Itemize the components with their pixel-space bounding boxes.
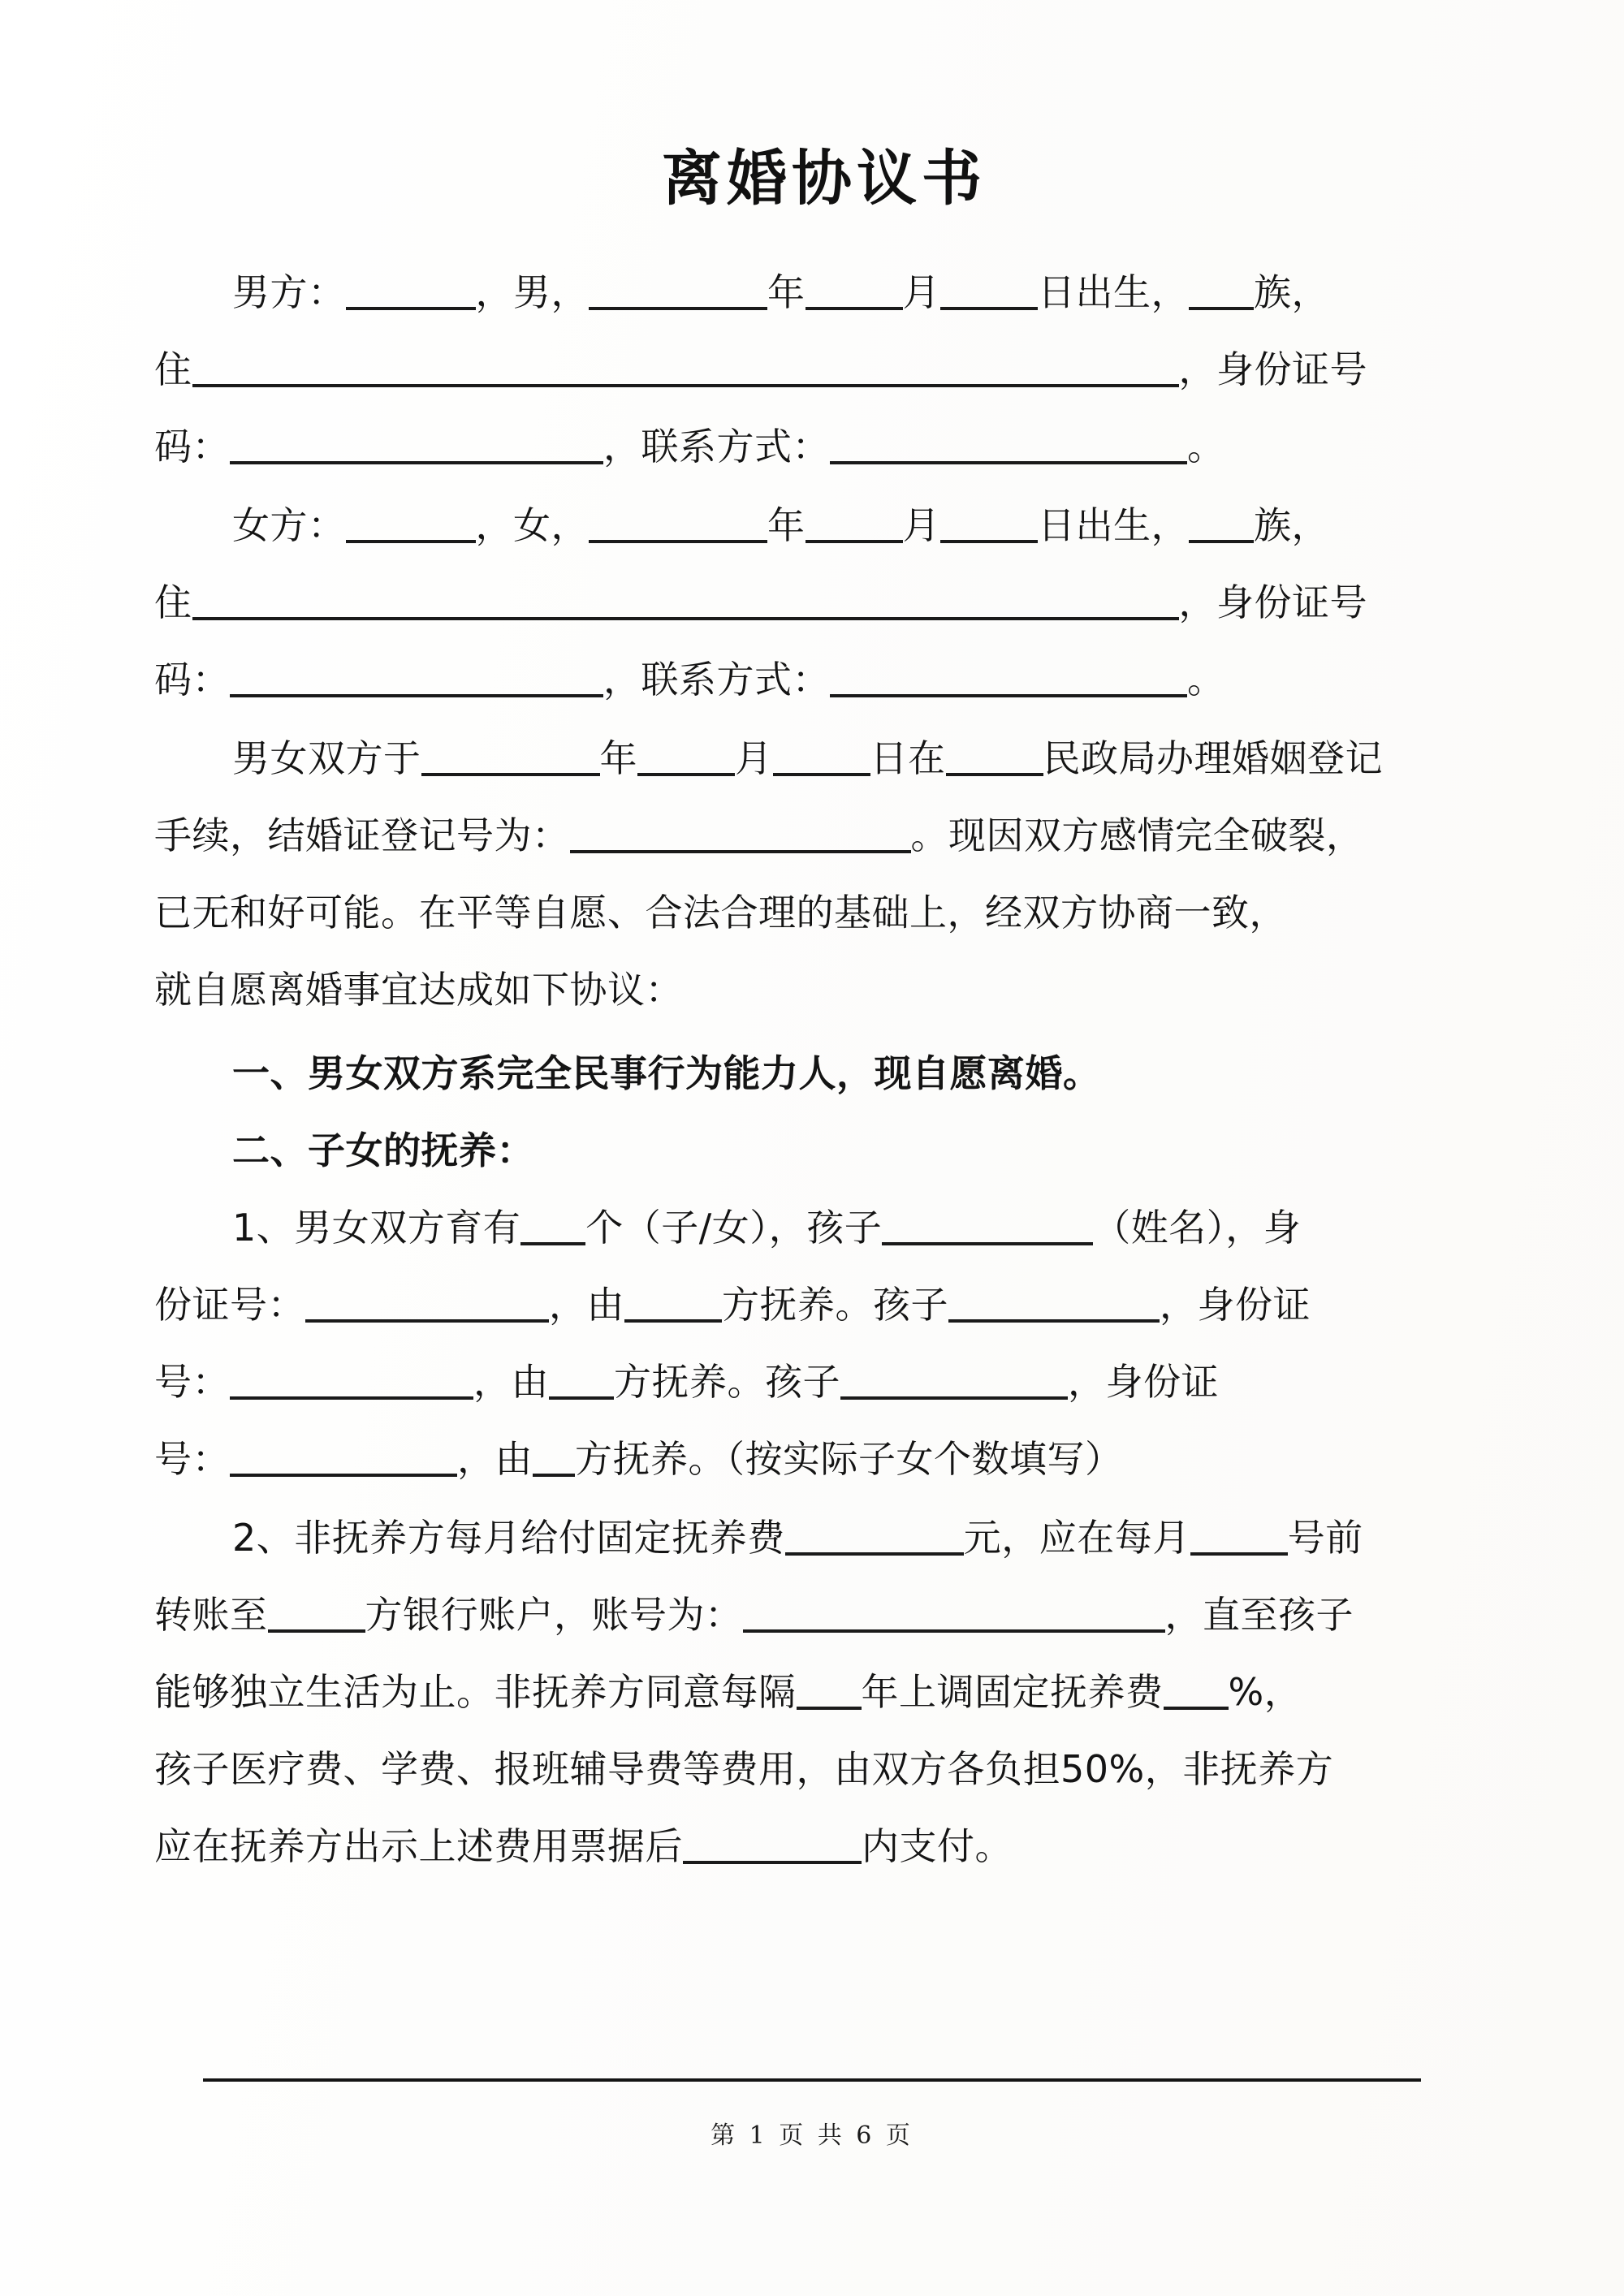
husband-label: 男方： [232,270,346,315]
clause-2-line-5 [154,1808,1494,1885]
husband-address-blank[interactable] [192,355,1179,387]
marriage-certificate-number-blank[interactable] [570,821,911,853]
wife-id-label-2: 码： [154,658,230,702]
wife-contact-blank[interactable] [830,665,1187,697]
clause-1-line-4 [154,1421,1494,1498]
clause-2-text-l: 内支付。 [862,1824,1013,1869]
wife-day-label: 日出生， [1038,503,1189,548]
clause-1-text-a: 男女双方育有 [294,1206,521,1250]
child2-name-blank[interactable] [948,1290,1160,1323]
husband-identity-line [154,254,1494,331]
clause-1-number: 1、 [232,1206,295,1250]
wife-birth-month-blank[interactable] [806,511,903,543]
wife-birth-year-blank[interactable] [589,511,767,543]
husband-end-mark: 。 [1187,425,1225,469]
husband-month-label: 月 [902,270,940,315]
child3-name-blank[interactable] [840,1367,1068,1400]
marriage-month-blank[interactable] [637,744,735,776]
adjust-percent-blank[interactable] [1164,1677,1229,1710]
wife-sex: ，女， [475,503,589,548]
husband-day-label: 日出生， [1038,270,1189,315]
clause-2-number: 2、 [232,1516,295,1560]
preamble-bureau-label: 民政局办理婚姻登记 [1043,736,1383,781]
husband-year-label: 年 [767,270,806,315]
clause-1-text-k: ，身份证 [1068,1360,1219,1405]
child1-id-blank[interactable] [305,1290,549,1323]
clause-1-line-3 [154,1344,1494,1421]
payment-day-blank[interactable] [1190,1523,1288,1556]
husband-address-label: 住 [154,347,192,392]
clause-1-text-i: ，由 [473,1360,549,1405]
husband-id-label-2: 码： [154,425,230,469]
wife-id-blank[interactable] [230,665,603,697]
husband-sex: ，男， [475,270,589,315]
clause-2-text-i: %， [1228,1670,1302,1715]
article-two [154,1112,1494,1189]
wife-birth-day-blank[interactable] [940,511,1038,543]
clause-2-line-2 [154,1577,1494,1654]
clause-2-text-h: 年上调固定抚养费 [861,1670,1164,1715]
clause-1-text-h: 号： [154,1360,230,1405]
husband-ethnicity-blank[interactable] [1189,278,1254,310]
marriage-certificate-line [154,797,1494,874]
article-one-number: 一、 [232,1051,308,1096]
marriage-day-blank[interactable] [773,744,870,776]
article-two-heading: 子女的抚养： [308,1129,534,1173]
article-one [154,1035,1494,1112]
clause-2-text-e: 方银行账户，账号为： [365,1593,743,1638]
clause-2-line-4: 孩子医疗费、学费、报班辅导费等费用，由双方各负担50%，非抚养方 [154,1747,1334,1792]
reimbursement-period-blank[interactable] [683,1832,862,1864]
monthly-support-amount-blank[interactable] [785,1523,964,1556]
preamble-day-label: 日在 [870,736,946,781]
clause-2-text-b: 元，应在每月 [963,1516,1190,1560]
preamble-line-3: 已无和好可能。在平等自愿、合法合理的基础上，经双方协商一致， [154,891,1287,935]
child1-custody-blank[interactable] [624,1290,722,1323]
clause-2-text-c: 号前 [1287,1516,1363,1560]
husband-birth-month-blank[interactable] [806,278,903,310]
husband-contact-blank[interactable] [830,432,1187,464]
children-count-blank[interactable] [520,1213,585,1245]
clause-1-text-g: ，身份证 [1160,1283,1311,1327]
clause-2-line-3 [154,1654,1494,1731]
civil-affairs-bureau-blank[interactable] [946,744,1043,776]
husband-birth-year-blank[interactable] [589,278,767,310]
document-body [154,146,1494,1885]
page-footer: 第 1 页 共 6 页 [710,2121,914,2150]
child1-name-blank[interactable] [882,1213,1093,1245]
clause-2-text-g: 能够独立生活为止。非抚养方同意每隔 [154,1670,797,1715]
clause-1-text-l: 号： [154,1437,230,1482]
clause-1-line-1 [154,1189,1494,1267]
preamble-year-label: 年 [599,736,637,781]
certificate-label: 手续，结婚证登记号为： [154,814,570,858]
husband-id-contact-line [154,408,1494,486]
husband-address-line [154,331,1494,408]
page-title: 离婚协议书 [662,144,987,214]
husband-contact-label: ，联系方式： [603,425,830,469]
clause-2-text-a: 非抚养方每月给付固定抚养费 [294,1516,785,1560]
wife-ethnicity-blank[interactable] [1189,511,1254,543]
wife-id-label-1: ，身份证号 [1178,580,1367,625]
child2-custody-blank[interactable] [549,1367,614,1400]
clause-2-text-f: ，直至孩子 [1164,1593,1354,1638]
husband-ethnicity-label: 族， [1254,270,1329,315]
clause-1-text-c: （姓名），身 [1093,1206,1302,1250]
bank-account-party-blank[interactable] [268,1600,365,1633]
wife-month-label: 月 [902,503,940,548]
clause-1-text-f: 方抚养。孩子 [722,1283,948,1327]
article-two-number: 二、 [232,1129,308,1173]
wife-address-label: 住 [154,580,192,625]
child3-custody-blank[interactable] [533,1444,575,1477]
preamble-month-label: 月 [735,736,773,781]
wife-ethnicity-label: 族， [1254,503,1329,548]
preamble-line-4: 就自愿离婚事宜达成如下协议： [154,968,683,1012]
wife-label: 女方： [232,503,346,548]
clause-1-text-d: 份证号： [154,1283,305,1327]
adjust-interval-years-blank[interactable] [797,1677,862,1710]
child3-id-blank[interactable] [230,1444,457,1477]
child2-id-blank[interactable] [230,1367,473,1400]
bank-account-number-blank[interactable] [743,1600,1165,1633]
husband-birth-day-blank[interactable] [940,278,1038,310]
clause-2-text-d: 转账至 [154,1593,268,1638]
husband-id-label-1: ，身份证号 [1178,347,1367,392]
wife-address-line [154,564,1494,641]
husband-id-blank[interactable] [230,432,603,464]
certificate-tail: 。现因双方感情完全破裂， [910,814,1364,858]
clause-1-text-n: 方抚养。（按实际子女个数填写） [575,1437,1123,1482]
article-one-heading: 男女双方系完全民事行为能力人，现自愿离婚。 [308,1051,1101,1096]
wife-contact-label: ，联系方式： [603,658,830,702]
preamble-lead: 男女双方于 [232,736,421,781]
wife-address-blank[interactable] [192,588,1179,620]
clause-1-text-e: ，由 [549,1283,624,1327]
clause-2-text-k: 应在抚养方出示上述费用票据后 [154,1824,683,1869]
wife-name-blank[interactable] [346,511,476,543]
wife-end-mark: 。 [1187,658,1225,702]
marriage-year-blank[interactable] [421,744,600,776]
footer-divider [203,2078,1421,2082]
marriage-registration-line [154,720,1494,797]
wife-identity-line [154,487,1494,564]
clause-1-text-m: ，由 [457,1437,533,1482]
clause-2-line-1 [154,1500,1494,1577]
clause-1-line-2 [154,1267,1494,1344]
husband-name-blank[interactable] [346,278,476,310]
wife-year-label: 年 [767,503,806,548]
clause-1-text-j: 方抚养。孩子 [614,1360,840,1405]
wife-id-contact-line [154,641,1494,719]
clause-1-text-b: 个（子/女），孩子 [585,1206,883,1250]
